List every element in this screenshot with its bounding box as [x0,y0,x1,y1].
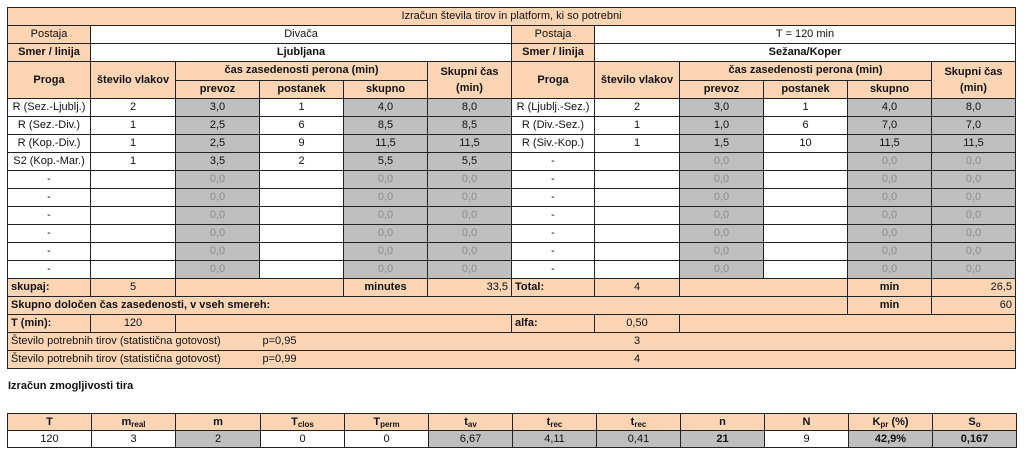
left-skupni-cas-cell[interactable]: 8,5 [428,117,512,135]
skupno-header[interactable]: skupno [344,80,428,99]
right-skupno-cell[interactable]: 0,0 [848,153,932,171]
left-postanek-cell[interactable] [260,225,344,243]
right-postanek-cell[interactable] [764,171,848,189]
capacity-table-wrap [7,413,1017,448]
right-vlakov-cell[interactable] [595,207,680,225]
right-proga-cell[interactable]: - [512,243,595,261]
total-min-label[interactable]: min [848,279,932,297]
capacity-header-main: n [719,416,726,428]
capacity-header-cell[interactable] [429,414,513,431]
right-prevoz-cell[interactable]: 0,0 [680,207,764,225]
prevoz-header[interactable]: prevoz [176,80,260,99]
right-postanek-cell[interactable] [764,153,848,171]
left-prevoz-cell[interactable]: 3,5 [176,153,260,171]
table-row [8,135,1016,153]
left-skupno-cell[interactable]: 0,0 [344,225,428,243]
right-skupno-cell[interactable]: 0,0 [848,225,932,243]
left-skupno-cell[interactable]: 0,0 [344,243,428,261]
skupaj-label[interactable]: skupaj: [8,279,91,297]
left-skupni-cas-cell[interactable]: 0,0 [428,261,512,279]
right-proga-cell[interactable]: - [512,225,595,243]
right-prevoz-cell[interactable]: 3,0 [680,99,764,117]
right-proga-cell[interactable]: - [512,171,595,189]
capacity-header-main: T [291,416,298,428]
right-prevoz-cell[interactable]: 0,0 [680,243,764,261]
capacity-header-cell[interactable] [681,414,765,431]
left-vlakov-cell[interactable] [91,243,176,261]
left-skupni-cas-cell[interactable]: 8,0 [428,99,512,117]
cas-zasedenosti-header[interactable]: čas zasedenosti perona (min) [176,62,428,81]
right-skupni-cas-cell[interactable]: 11,5 [932,135,1016,153]
right-skupni-cas-cell[interactable]: 0,0 [932,207,1016,225]
stevilo-tirov-99-label[interactable]: Število potrebnih tirov (statistična gotovost) [8,351,260,369]
left-skupni-cas-cell[interactable]: 0,0 [428,189,512,207]
capacity-header-sub: rec [634,420,647,429]
right-postanek-cell[interactable]: 6 [764,117,848,135]
right-vlakov-cell[interactable] [595,243,680,261]
right-skupno-cell[interactable]: 4,0 [848,99,932,117]
right-skupni-cas-cell[interactable]: 7,0 [932,117,1016,135]
cas-zasedenosti-header-right[interactable]: čas zasedenosti perona (min) [680,62,932,81]
left-skupno-cell[interactable]: 4,0 [344,99,428,117]
right-postanek-cell[interactable]: 1 [764,99,848,117]
left-postanek-cell[interactable] [260,171,344,189]
skupno-min-label[interactable]: min [848,297,932,315]
left-postanek-cell[interactable]: 2 [260,153,344,171]
table-row [8,261,1016,279]
left-vlakov-cell[interactable]: 1 [91,153,176,171]
right-postaja-value[interactable]: T = 120 min [595,26,1016,44]
left-skupni-cas-cell[interactable]: 0,0 [428,207,512,225]
left-postanek-cell[interactable]: 6 [260,117,344,135]
capacity-value-cell[interactable]: 6,67 [429,431,513,448]
prevoz-header-right[interactable]: prevoz [680,80,764,99]
tirov-95-spacer [344,333,595,351]
right-skupno-cell[interactable]: 0,0 [848,243,932,261]
left-prevoz-cell[interactable]: 0,0 [176,171,260,189]
left-skupno-cell[interactable]: 0,0 [344,207,428,225]
table-row [8,171,1016,189]
total-empty-cell[interactable] [680,279,848,297]
capacity-header-cell[interactable] [345,414,429,431]
left-prevoz-cell[interactable]: 0,0 [176,207,260,225]
skupno-min-value[interactable]: 60 [932,297,1016,315]
capacity-header-sub: rec [550,420,563,429]
capacity-header-sub: clos [297,420,314,429]
left-postanek-cell[interactable]: 9 [260,135,344,153]
right-prevoz-cell[interactable]: 0,0 [680,153,764,171]
alfa-label[interactable]: alfa: [512,315,595,333]
skupaj-minutes-value[interactable]: 33,5 [428,279,512,297]
left-postanek-cell[interactable] [260,261,344,279]
capacity-header-main: t [546,416,551,428]
stevilo-vlakov-header[interactable]: število vlakov [91,62,176,99]
capacity-header-cell[interactable] [513,414,597,431]
capacity-header-main: K [872,416,881,428]
p95-label[interactable]: p=0,95 [260,333,344,351]
tirov-95-value[interactable]: 3 [595,333,680,351]
tirov-99-value[interactable]: 4 [595,351,680,369]
table-row [8,225,1016,243]
right-skupni-cas-cell[interactable]: 0,0 [932,261,1016,279]
right-proga-cell[interactable]: - [512,153,595,171]
alfa-value[interactable]: 0,50 [595,315,680,333]
right-skupno-cell[interactable]: 0,0 [848,189,932,207]
left-proga-cell[interactable]: - [8,189,91,207]
right-prevoz-cell[interactable]: 1,0 [680,117,764,135]
capacity-header-sub: real [131,420,146,429]
right-smer-value[interactable]: Sežana/Koper [595,44,1016,62]
left-prevoz-cell[interactable]: 2,5 [176,117,260,135]
table-row [8,117,1016,135]
table-row [8,153,1016,171]
postaja-label-right[interactable]: Postaja [512,26,595,44]
right-vlakov-cell[interactable] [595,225,680,243]
left-vlakov-cell[interactable] [91,189,176,207]
proga-header[interactable]: Proga [8,62,91,99]
left-skupno-cell[interactable]: 11,5 [344,135,428,153]
capacity-value-cell[interactable]: 3 [92,431,176,448]
smer-label[interactable]: Smer / linija [8,44,91,62]
right-skupno-cell[interactable]: 0,0 [848,261,932,279]
tirov-99-tail [680,351,1016,369]
right-vlakov-cell[interactable]: 1 [595,117,680,135]
left-skupno-cell[interactable]: 5,5 [344,153,428,171]
right-prevoz-cell[interactable]: 0,0 [680,261,764,279]
capacity-header-cell[interactable] [597,414,681,431]
t-min-label[interactable]: T (min): [8,315,91,333]
left-vlakov-cell[interactable] [91,261,176,279]
left-proga-cell[interactable]: S2 (Kop.-Mar.) [8,153,91,171]
right-vlakov-cell[interactable] [595,261,680,279]
right-skupni-cas-cell[interactable]: 0,0 [932,153,1016,171]
right-skupno-cell[interactable]: 11,5 [848,135,932,153]
left-vlakov-cell[interactable] [91,207,176,225]
right-skupni-cas-cell[interactable]: 0,0 [932,243,1016,261]
left-proga-cell[interactable]: - [8,207,91,225]
skupaj-vlakov-value[interactable]: 5 [91,279,176,297]
capacity-value-cell[interactable]: 0 [345,431,429,448]
capacity-header-sub: av [467,420,477,429]
left-skupni-cas-cell[interactable]: 0,0 [428,243,512,261]
left-vlakov-cell[interactable] [91,225,176,243]
skupaj-empty-cell[interactable] [176,279,344,297]
left-skupni-cas-cell[interactable]: 11,5 [428,135,512,153]
tirov-99-spacer [344,351,595,369]
tirov-95-tail [680,333,1016,351]
right-skupni-cas-cell[interactable]: 0,0 [932,171,1016,189]
left-skupno-cell[interactable]: 0,0 [344,171,428,189]
t-min-value[interactable]: 120 [91,315,176,333]
right-prevoz-cell[interactable]: 0,0 [680,189,764,207]
left-skupno-cell[interactable]: 0,0 [344,189,428,207]
capacity-header-main: m [121,416,132,428]
capacity-header-cell[interactable] [765,414,849,431]
right-proga-cell[interactable]: - [512,207,595,225]
left-prevoz-cell[interactable]: 0,0 [176,189,260,207]
right-prevoz-cell[interactable]: 0,0 [680,225,764,243]
capacity-value-cell[interactable]: 0 [261,431,345,448]
capacity-header-main: t [630,416,635,428]
right-postanek-cell[interactable] [764,225,848,243]
right-skupni-cas-cell[interactable]: 8,0 [932,99,1016,117]
right-proga-cell[interactable]: - [512,261,595,279]
skupno-header-right[interactable]: skupno [848,80,932,99]
right-postanek-cell[interactable] [764,261,848,279]
postanek-header[interactable]: postanek [260,80,344,99]
right-skupno-cell[interactable]: 0,0 [848,171,932,189]
capacity-value-cell[interactable]: 120 [8,431,92,448]
capacity-header-main: m [213,416,223,428]
capacity-title: Izračun zmogljivosti tira [8,380,134,392]
skupni-cas-header-right[interactable]: Skupni čas (min) [932,62,1016,99]
right-vlakov-cell[interactable] [595,153,680,171]
capacity-header-suffix: (%) [888,416,909,428]
capacity-header-cell[interactable] [8,414,92,431]
table-row [8,207,1016,225]
left-skupni-cas-cell[interactable]: 5,5 [428,153,512,171]
left-vlakov-cell[interactable] [91,171,176,189]
capacity-header-sub: pr [880,420,889,429]
right-vlakov-cell[interactable] [595,189,680,207]
left-skupno-cell[interactable]: 8,5 [344,117,428,135]
right-postanek-cell[interactable] [764,189,848,207]
postaja-label[interactable]: Postaja [8,26,91,44]
capacity-header-cell[interactable] [261,414,345,431]
capacity-value-cell[interactable]: 42,9% [849,431,933,448]
left-proga-cell[interactable]: - [8,225,91,243]
capacity-header-cell[interactable] [92,414,176,431]
postanek-header-right[interactable]: postanek [764,80,848,99]
left-vlakov-cell[interactable]: 2 [91,99,176,117]
right-skupno-cell[interactable]: 7,0 [848,117,932,135]
smer-label-right[interactable]: Smer / linija [512,44,595,62]
left-vlakov-cell[interactable]: 1 [91,135,176,153]
proga-header-right[interactable]: Proga [512,62,595,99]
right-proga-cell[interactable]: - [512,189,595,207]
left-skupno-cell[interactable]: 0,0 [344,261,428,279]
right-skupni-cas-cell[interactable]: 0,0 [932,189,1016,207]
capacity-value-cell[interactable]: 21 [681,431,765,448]
table-row [8,99,1016,117]
right-prevoz-cell[interactable]: 0,0 [680,171,764,189]
total-min-value[interactable]: 26,5 [932,279,1016,297]
capacity-header-cell[interactable] [849,414,933,431]
capacity-header-main: T [46,416,53,428]
skupni-cas-header[interactable]: Skupni čas (min) [428,62,512,99]
capacity-value-cell[interactable]: 9 [765,431,849,448]
capacity-header-main: N [802,416,811,428]
right-vlakov-cell[interactable]: 2 [595,99,680,117]
left-proga-cell[interactable]: R (Sez.-Div.) [8,117,91,135]
minutes-label[interactable]: minutes [344,279,428,297]
station-capacity-sheet [7,7,1016,369]
right-postanek-cell[interactable]: 10 [764,135,848,153]
left-postanek-cell[interactable] [260,207,344,225]
capacity-header-sub: perm [380,420,400,429]
left-proga-cell[interactable]: R (Sez.-Ljublj.) [8,99,91,117]
left-skupni-cas-cell[interactable]: 0,0 [428,171,512,189]
left-prevoz-cell[interactable]: 2,5 [176,135,260,153]
p99-label[interactable]: p=0,99 [260,351,344,369]
table-row [8,189,1016,207]
left-smer-value[interactable]: Ljubljana [91,44,512,62]
right-prevoz-cell[interactable]: 1,5 [680,135,764,153]
right-vlakov-cell[interactable] [595,171,680,189]
left-proga-cell[interactable]: - [8,261,91,279]
right-vlakov-cell[interactable]: 1 [595,135,680,153]
right-proga-cell[interactable]: R (Siv.-Kop.) [512,135,595,153]
platform-calculation-table [7,7,1016,369]
left-postanek-cell[interactable] [260,189,344,207]
left-prevoz-cell[interactable]: 0,0 [176,243,260,261]
capacity-value-cell[interactable]: 4,11 [513,431,597,448]
left-vlakov-cell[interactable]: 1 [91,117,176,135]
left-proga-cell[interactable]: - [8,171,91,189]
right-postanek-cell[interactable] [764,243,848,261]
left-skupni-cas-cell[interactable]: 0,0 [428,225,512,243]
capacity-header-cell[interactable] [176,414,261,431]
sheet-title[interactable]: Izračun števila tirov in platform, ki so potrebni [8,8,1016,26]
t-empty-cell[interactable] [176,315,512,333]
left-proga-cell[interactable]: - [8,243,91,261]
capacity-header-main: T [373,416,381,428]
capacity-value-cell[interactable]: 2 [176,431,261,448]
capacity-value-cell[interactable]: 0,167 [933,431,1017,448]
right-proga-cell[interactable]: R (Ljublj.-Sez.) [512,99,595,117]
capacity-header-cell[interactable] [933,414,1017,431]
skupno-doloceno-label[interactable]: Skupno določen čas zasedenosti, v vseh smereh: [8,297,848,315]
stevilo-vlakov-header-right[interactable]: število vlakov [595,62,680,99]
capacity-table [7,413,1017,448]
left-proga-cell[interactable]: R (Kop.-Div.) [8,135,91,153]
left-prevoz-cell[interactable]: 0,0 [176,261,260,279]
alfa-empty-cell[interactable] [680,315,1016,333]
left-postanek-cell[interactable] [260,243,344,261]
left-prevoz-cell[interactable]: 3,0 [176,99,260,117]
table-row [8,243,1016,261]
capacity-header-main: t [464,416,468,428]
total-vlakov-value[interactable]: 4 [595,279,680,297]
right-proga-cell[interactable]: R (Div.-Sez.) [512,117,595,135]
left-postanek-cell[interactable]: 1 [260,99,344,117]
left-prevoz-cell[interactable]: 0,0 [176,225,260,243]
right-postanek-cell[interactable] [764,207,848,225]
right-skupno-cell[interactable]: 0,0 [848,207,932,225]
left-postaja-value[interactable]: Divača [91,26,512,44]
capacity-value-cell[interactable]: 0,41 [597,431,681,448]
right-skupni-cas-cell[interactable]: 0,0 [932,225,1016,243]
capacity-header-main: S [968,416,976,428]
total-label[interactable]: Total: [512,279,595,297]
stevilo-tirov-95-label[interactable]: Število potrebnih tirov (statistična gotovost) [8,333,260,351]
capacity-header-sub: o [975,420,981,429]
